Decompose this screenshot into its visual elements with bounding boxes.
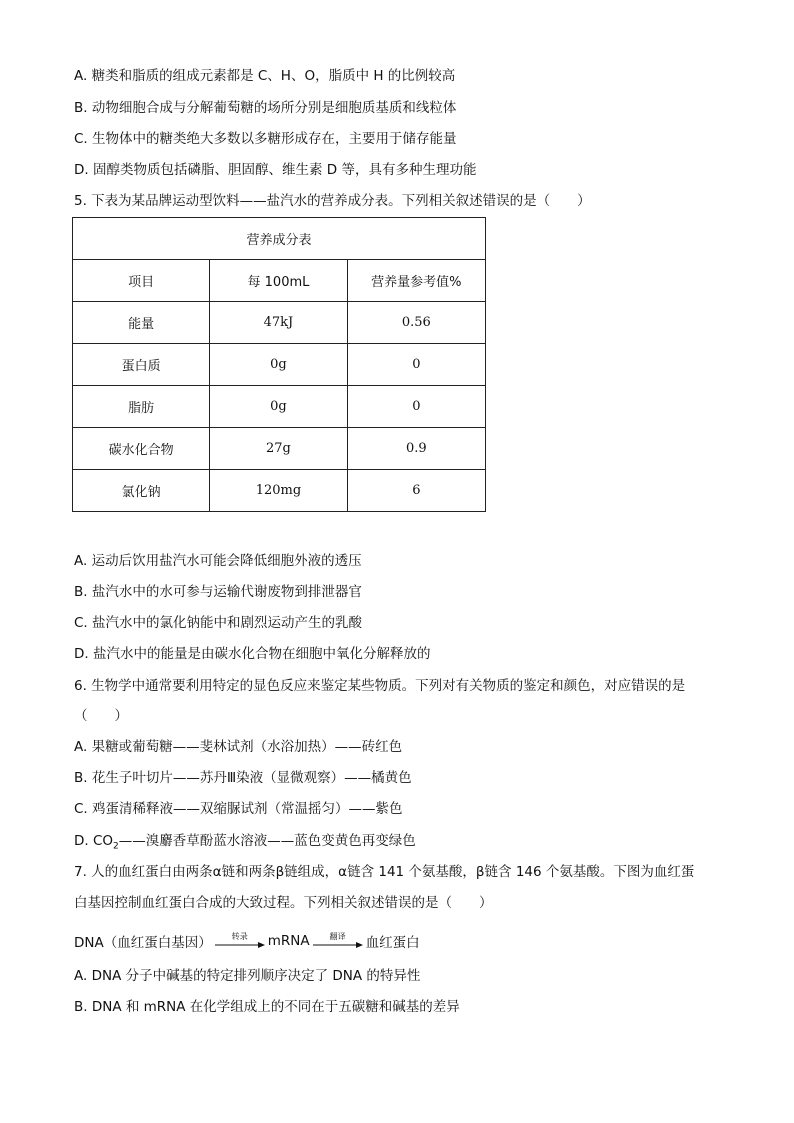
table-cell: 0 [347,386,485,428]
q7-stem-cont: 白基因控制血红蛋白合成的大致过程。下列相关叙述错误的是（ ） [74,895,493,911]
table-cell: 能量 [73,302,210,344]
table-cell: 120mg [210,470,347,512]
q5-option-d: D. 盐汽水中的能量是由碳水化合物在细胞中氧化分解释放的 [74,646,431,662]
q6-option-d-prefix: D. CO [74,833,114,849]
gene-expression-flow [74,930,420,952]
table-cell: 6 [347,470,485,512]
q6-option-d-suffix: ——溴麝香草酚蓝水溶液——蓝色变黄色再变绿色 [118,833,416,849]
q6-option-d [74,832,416,856]
table-cell: 0.56 [347,302,485,344]
table-row [73,344,486,386]
table-cell: 脂肪 [73,386,210,428]
table-title-row [73,218,486,260]
translation-arrow [312,933,364,949]
table-row [73,470,486,512]
q5-option-c: C. 盐汽水中的氯化钠能中和剧烈运动产生的乳酸 [74,615,363,631]
nutrition-table [72,217,486,512]
flow-end: 血红蛋白 [365,935,420,951]
table-cell: 碳水化合物 [73,428,210,470]
arrow-right-icon [312,941,364,949]
arrow-right-icon [214,941,266,949]
table-header-cell: 营养量参考值% [347,260,485,302]
transcription-arrow [214,933,266,949]
q6-option-a: A. 果糖或葡萄糖——斐林试剂（水浴加热）——砖红色 [74,739,403,755]
q7-option-b: B. DNA 和 mRNA 在化学组成上的不同在于五碳糖和碱基的差异 [74,999,460,1015]
flow-middle: mRNA [267,933,310,949]
q6-option-c: C. 鸡蛋清稀释液——双缩脲试剂（常温摇匀）——紫色 [74,801,403,817]
table-cell: 蛋白质 [73,344,210,386]
q6-stem-paren: （ ） [74,708,128,724]
table-row [73,428,486,470]
q5-option-a: A. 运动后饮用盐汽水可能会降低细胞外液的透压 [74,553,362,569]
table-row [73,302,486,344]
table-cell: 氯化钠 [73,470,210,512]
q5-stem: 5. 下表为某品牌运动型饮料——盐汽水的营养成分表。下列相关叙述错误的是（ ） [74,193,591,209]
table-header-cell: 项目 [73,260,210,302]
q4-option-c: C. 生物体中的糖类绝大多数以多糖形成存在，主要用于储存能量 [74,131,457,147]
table-cell: 27g [210,428,347,470]
table-cell: 0g [210,386,347,428]
table-cell: 0.9 [347,428,485,470]
q7-stem: 7. 人的血红蛋白由两条α链和两条β链组成，α链含 141 个氨基酸，β链含 146 个氨基酸。下图为血红蛋 [74,864,695,880]
q7-option-a: A. DNA 分子中碱基的特定排列顺序决定了 DNA 的特异性 [74,968,421,984]
q6-option-b: B. 花生子叶切片——苏丹Ⅲ染液（显微观察）——橘黄色 [74,770,412,786]
table-header-cell: 每 100mL [210,260,347,302]
q4-option-d: D. 固醇类物质包括磷脂、胆固醇、维生素 D 等，具有多种生理功能 [74,162,477,178]
table-row [73,386,486,428]
table-cell: 0g [210,344,347,386]
translation-label: 翻译 [329,932,346,941]
transcription-label: 转录 [231,932,248,941]
table-cell: 47kJ [210,302,347,344]
table-cell: 0 [347,344,485,386]
q4-option-b: B. 动物细胞合成与分解葡萄糖的场所分别是细胞质基质和线粒体 [74,100,457,116]
table-header-row [73,260,486,302]
q6-stem: 6. 生物学中通常要利用特定的显色反应来鉴定某些物质。下列对有关物质的鉴定和颜色，对应错误的是 [74,678,686,694]
q5-option-b: B. 盐汽水中的水可参与运输代谢废物到排泄器官 [74,584,362,600]
table-title: 营养成分表 [73,218,486,260]
flow-start: DNA（血红蛋白基因） [74,935,212,951]
q6-option-d-subscript: 2 [113,841,119,852]
q4-option-a: A. 糖类和脂质的组成元素都是 C、H、O，脂质中 H 的比例较高 [74,68,456,84]
